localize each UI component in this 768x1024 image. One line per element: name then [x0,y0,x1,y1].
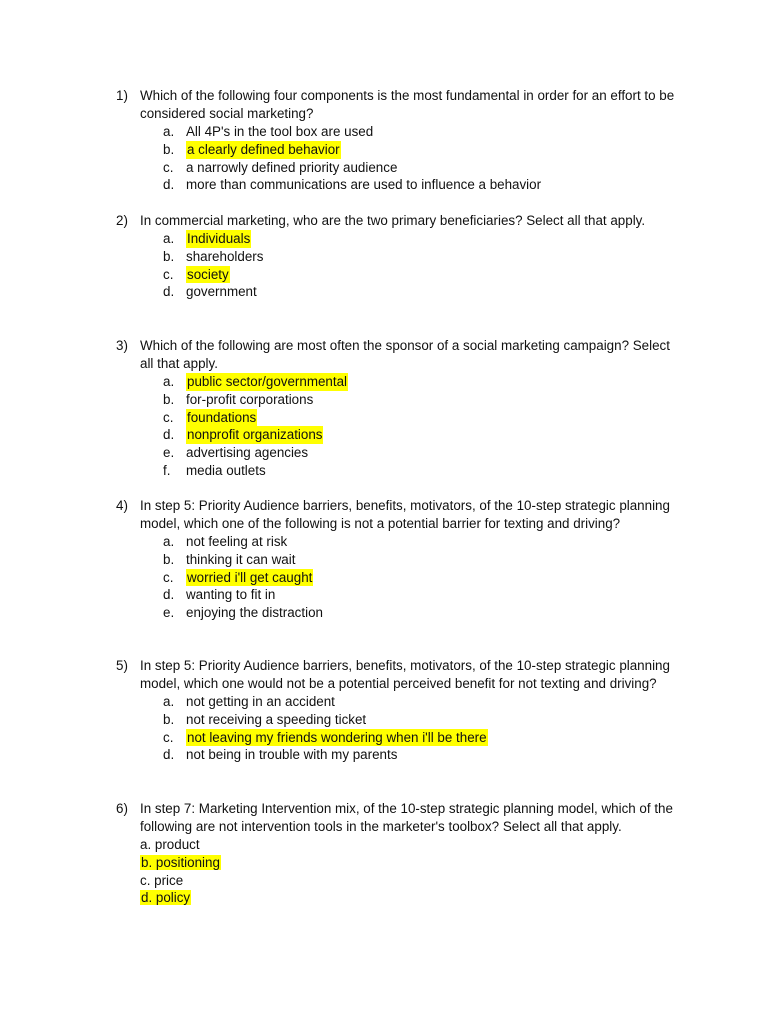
question-text: In step 7: Marketing Intervention mix, of the 10-step strategic planning model, which of the following are not intervention tools in the marketer's toolbox? Select all that apply. [140,801,673,834]
question-number: 3) [116,338,128,353]
question-6 [116,800,676,907]
option-letter: b. [163,551,175,567]
option-letter: b. [163,711,175,727]
option-letter: c. [163,266,174,282]
option-item [163,693,676,711]
option-list [116,373,676,480]
option-text: for-profit corporations [186,391,314,407]
option-letter: e. [163,605,175,621]
question-text: Which of the following are most often the sponsor of a social marketing campaign? Select all that apply. [140,338,670,371]
option-item [163,426,676,444]
question-4 [116,497,676,622]
option-list [116,693,676,764]
option-item [163,159,676,177]
option-text-highlighted: d. policy [141,890,191,906]
question-number: 2) [116,213,128,228]
question-number: 6) [116,801,128,816]
option-item [163,141,676,159]
option-letter: a. [163,694,175,709]
question-number: 1) [116,88,128,103]
option-letter: a. [163,124,175,139]
option-letter: a. [163,231,175,246]
option-text-highlighted: a clearly defined behavior [187,141,340,157]
option-item [163,551,676,569]
option-letter: d. [163,177,175,193]
option-item [163,569,676,587]
option-item [163,729,676,747]
option-item [140,872,676,890]
option-list [116,123,676,194]
option-letter: d. [163,427,175,443]
option-letter: e. [163,445,175,461]
option-text: more than communications are used to influence a behavior [186,177,542,193]
option-item [163,248,676,266]
option-letter: b. [163,391,175,407]
option-text: shareholders [186,248,264,264]
option-letter: a. [163,374,175,389]
option-letter: b. [163,248,175,264]
option-letter: f. [163,462,171,478]
option-text: wanting to fit in [186,587,276,603]
question-5 [116,657,676,764]
option-text: thinking it can wait [186,551,296,567]
question-text: Which of the following four components is the most fundamental in order for an effort to be considered social marketing? [140,88,675,121]
option-text-highlighted: nonprofit organizations [187,427,323,443]
option-text: not feeling at risk [186,534,288,549]
option-letter: d. [163,747,175,763]
option-text: a narrowly defined priority audience [186,159,398,175]
option-item [163,533,676,551]
option-text: media outlets [186,462,266,478]
option-text: a. product [140,837,200,852]
option-item [140,854,676,872]
option-letter: c. [163,569,174,585]
question-text: In commercial marketing, who are the two primary beneficiaries? Select all that apply. [140,213,646,228]
option-item [163,444,676,462]
option-letter: b. [163,141,175,157]
option-text-highlighted: public sector/governmental [187,374,348,389]
option-letter: d. [163,284,175,300]
option-item [163,123,676,141]
option-item [140,836,676,854]
option-list [116,230,676,301]
option-text: not being in trouble with my parents [186,747,398,763]
option-letter: d. [163,587,175,603]
option-letter: c. [163,729,174,745]
option-item [163,586,676,604]
option-text: c. price [140,872,184,888]
option-item [163,462,676,480]
option-text-highlighted: b. positioning [141,854,220,870]
option-text-highlighted: not leaving my friends wondering when i'll be there [187,729,487,745]
option-item [163,604,676,622]
option-text: advertising agencies [186,445,309,461]
option-item [163,409,676,427]
option-text: not getting in an accident [186,694,335,709]
option-letter: c. [163,409,174,425]
option-text-highlighted: society [187,266,229,282]
option-item [163,266,676,284]
option-letter: c. [163,159,174,175]
option-text-highlighted: worried i'll get caught [187,569,313,585]
option-item [163,373,676,391]
option-text: government [186,284,257,300]
option-text: All 4P's in the tool box are used [186,124,374,139]
question-1 [116,87,676,194]
option-item [163,230,676,248]
question-text: In step 5: Priority Audience barriers, benefits, motivators, of the 10-step strategic planning model, which one of the following is not a potential barrier for texting and driving? [140,498,670,531]
option-item [163,176,676,194]
option-text: enjoying the distraction [186,605,323,621]
option-item [163,391,676,409]
option-item [163,746,676,764]
option-list [116,533,676,622]
option-letter: a. [163,534,175,549]
option-item [163,283,676,301]
question-text: In step 5: Priority Audience barriers, benefits, motivators, of the 10-step strategic planning model, which one would not be a potential perceived benefit for not texting and driving? [140,658,670,691]
option-text-highlighted: foundations [187,409,257,425]
question-number: 5) [116,658,128,673]
option-item [163,711,676,729]
option-text: not receiving a speeding ticket [186,711,367,727]
question-number: 4) [116,498,128,513]
question-2 [116,212,676,301]
option-item [140,889,676,907]
question-3 [116,337,676,480]
option-text-highlighted: Individuals [187,231,251,246]
